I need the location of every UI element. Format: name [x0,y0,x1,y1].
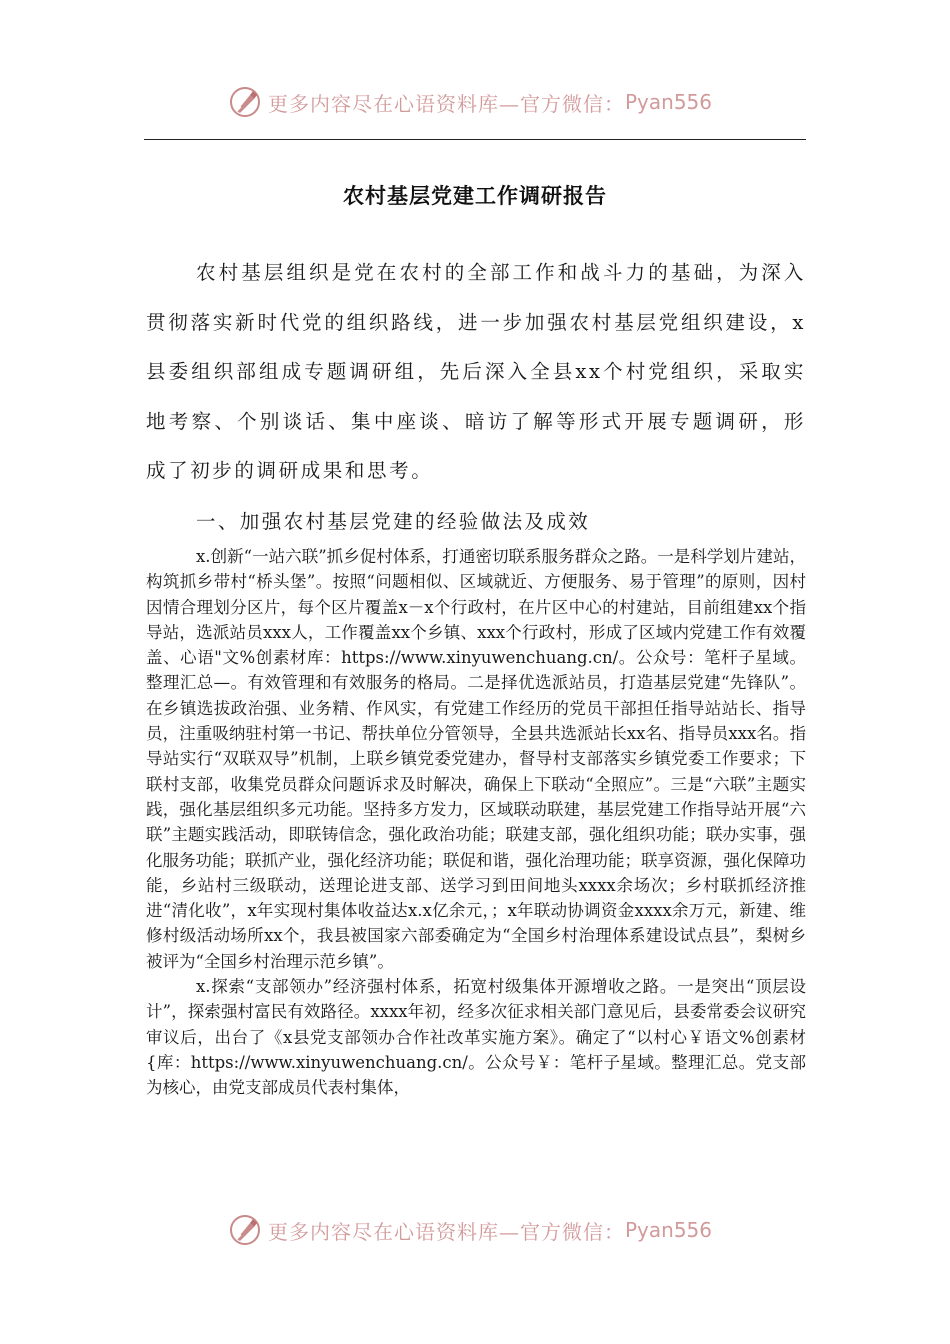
document-body [146,544,806,1101]
pen-nib-logo-icon [228,85,262,119]
watermark-wechat-handle: Pyan556 [625,1218,713,1242]
body-paragraph: x.创新“一站六联”抓乡促村体系，打通密切联系服务群众之路。一是科学划片建站，构筑抓乡带村“桥头堡”。按照“问题相似、区域就近、方便服务、易于管理”的原则，因村因情合理划分区片，每个区片覆盖x－x个行政村，在片区中心的村建站，目前组建xx个指导站，选派站员xxx人，工作覆盖xx个乡镇、xxx个行政村，形成了区域内党建工作有效覆盖、心语"文%创素材库：https://www.xinyuwenchuang.cn/。公众号：笔杆子星域。整理汇总—。有效管理和有效服务的格局。二是择优选派站员，打造基层党建“先锋队”。在乡镇选拔政治强、业务精、作风实，有党建工作经历的党员干部担任指导站站长、指导员，注重吸纳驻村第一书记、帮扶单位分管领导，全县共选派站长xx名、指导员xxx名。指导站实行“双联双导”机制，上联乡镇党委党建办，督导村支部落实乡镇党委工作要求；下联村支部，收集党员群众问题诉求及时解决，确保上下联动“全照应”。三是“六联”主题实践，强化基层组织多元功能。坚持多方发力，区域联动联建，基层党建工作指导站开展“六联”主题实践活动，即联铸信念，强化政治功能；联建支部，强化组织功能；联办实事，强化服务功能；联抓产业，强化经济功能；联促和谐，强化治理功能；联享资源，强化保障功能，乡站村三级联动，送理论进支部、送学习到田间地头xxxx余场次；乡村联抓经济推进“清化收”，x年实现村集体收益达x.x亿余元，；x年联动协调资金xxxx余万元，新建、维修村级活动场所xx个，我县被国家六部委确定为“全国乡村治理体系建设试点县”，梨树乡被评为“全国乡村治理示范乡镇”。 [146,547,806,971]
watermark-wechat-handle: Pyan556 [625,90,713,114]
section-heading: 一、加强农村基层党建的经验做法及成效 [196,510,591,533]
footer-watermark-banner [228,1212,712,1248]
watermark-slogan: 更多内容尽在心语资料库—官方微信： [268,1219,625,1244]
body-paragraph: x.探索“支部领办”经济强村体系，拓宽村级集体开源增收之路。一是突出“顶层设计”，探索强村富民有效路径。xxxx年初，经多次征求相关部门意见后，县委常委会议研究审议后，出台了《x县党支部领办合作社改革实施方案》。确定了“以村心￥语文%创素材{库：https://www.xinyuwenchuang.cn/。公众号￥：笔杆子星域。整理汇总。党支部为核心，由党支部成员代表村集体， [146,977,806,1098]
intro-paragraph: 农村基层组织是党在农村的全部工作和战斗力的基础，为深入贯彻落实新时代党的组织路线，进一步加强农村基层党组织建设，x县委组织部组成专题调研组，先后深入全县xx个村党组织，采取实地考察、个别谈话、集中座谈、暗访了解等形式开展专题调研，形成了初步的调研成果和思考。 [146,261,806,482]
watermark-slogan: 更多内容尽在心语资料库—官方微信： [268,91,625,116]
header-watermark-banner [228,84,712,120]
document-title: 农村基层党建工作调研报告 [343,184,607,208]
pen-nib-logo-icon [228,1213,262,1247]
header-divider [144,139,806,140]
